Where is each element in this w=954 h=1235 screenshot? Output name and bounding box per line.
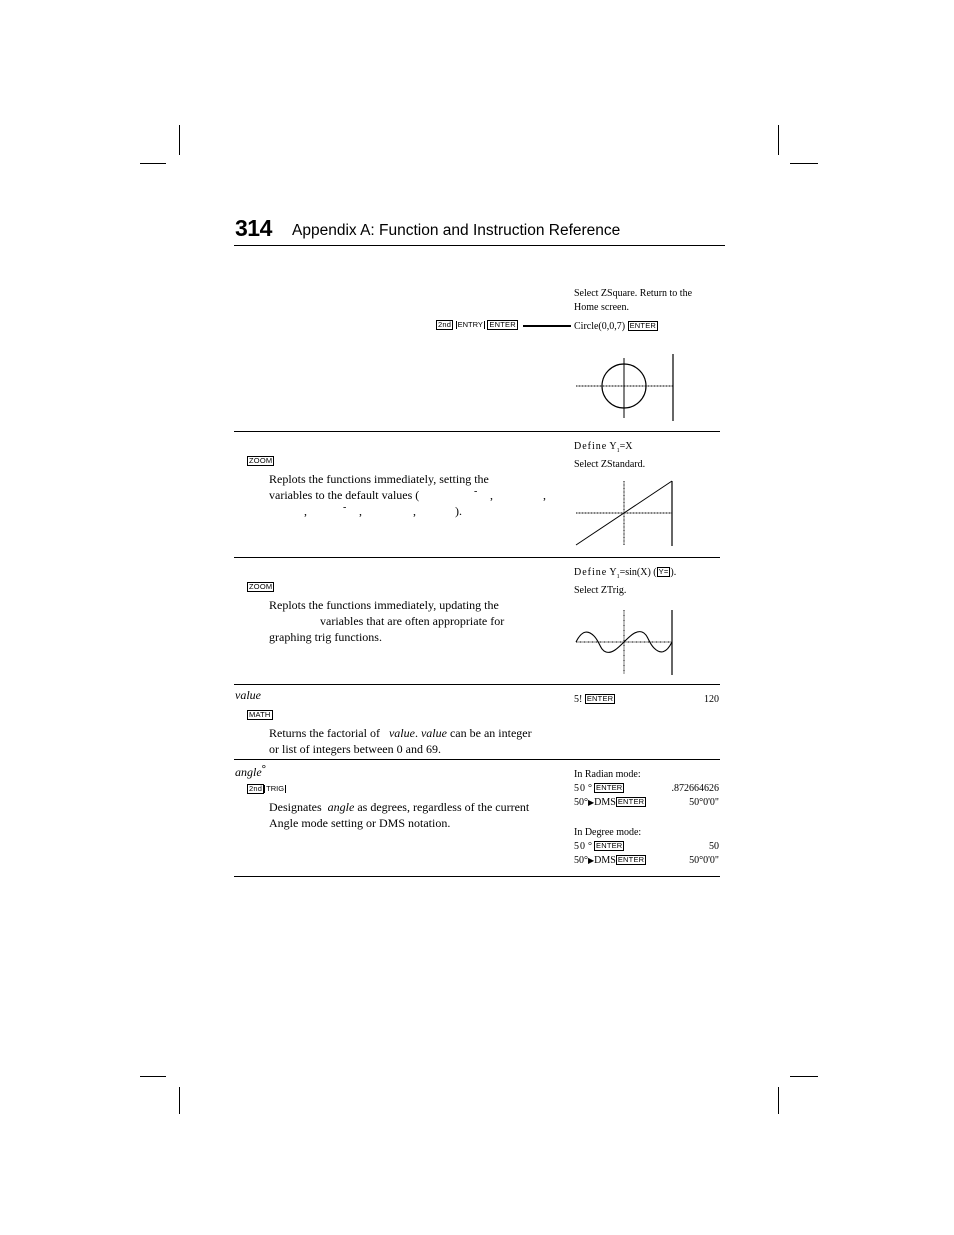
page-number: 314 xyxy=(235,215,272,241)
entry-divider xyxy=(234,684,720,685)
radian-row2: 50°▶DMS ENTER xyxy=(574,797,645,808)
zstandard-graph xyxy=(576,481,676,547)
degree-row1: 50 ° ENTER xyxy=(574,841,623,852)
arrow-icon: ▶ xyxy=(588,798,595,807)
degree-row1-result: 50 xyxy=(709,841,719,852)
ztrig-key xyxy=(247,581,274,595)
key-enter: ENTER xyxy=(596,783,623,792)
zstandard-desc-line1: Replots the functions immediately, setting the xyxy=(269,472,489,486)
key-entry: ENTRY xyxy=(457,320,483,329)
ztrig-graph xyxy=(576,610,676,676)
factorial-syntax: value xyxy=(235,688,261,702)
zstandard-desc xyxy=(269,471,559,519)
radian-row2-result: 50°0'0" xyxy=(689,797,719,808)
zstandard-desc-line2: variables to the default values ( - , , xyxy=(269,486,546,502)
crop-mark xyxy=(179,1087,180,1114)
degree-syntax: angle° xyxy=(235,763,267,779)
page-title: Appendix A: Function and Instruction Reference xyxy=(292,222,621,239)
key-enter: ENTER xyxy=(629,321,657,330)
key-math: MATH xyxy=(249,710,271,719)
circle-note-line1: Select ZSquare. Return to the xyxy=(574,288,693,299)
factorial-desc-line1: Returns the factorial of value. value can be an integer xyxy=(269,726,532,740)
key-enter: ENTER xyxy=(617,855,645,864)
arrow-icon: ▶ xyxy=(588,856,595,865)
key-enter: ENTER xyxy=(586,694,614,703)
circle-graph xyxy=(576,354,676,422)
zstandard-example-line2: Select ZStandard. xyxy=(574,459,646,470)
ztrig-desc xyxy=(269,597,504,645)
key-enter: ENTER xyxy=(489,320,516,329)
factorial-result: 120 xyxy=(704,694,719,705)
entry-divider xyxy=(234,759,720,760)
crop-mark xyxy=(778,1087,779,1114)
zstandard-desc-line3: , - , , ). xyxy=(304,502,462,518)
leader-line xyxy=(523,325,571,327)
degree-heading: In Degree mode: xyxy=(574,827,642,838)
entry-divider xyxy=(234,431,720,432)
crop-mark xyxy=(778,125,779,155)
circle-keys xyxy=(436,319,518,333)
key-trig: TRIG xyxy=(266,784,285,793)
degree-desc xyxy=(269,799,529,831)
key-2nd: 2nd xyxy=(438,320,452,329)
ztrig-example xyxy=(574,566,676,598)
key-y-equals: Y= xyxy=(658,567,669,576)
circle-note-line2: Home screen. xyxy=(574,302,629,313)
factorial-example: 5! ENTER xyxy=(574,694,614,705)
key-2nd: 2nd xyxy=(249,784,263,793)
crop-mark xyxy=(140,1076,166,1077)
entry-divider xyxy=(234,876,720,877)
ztrig-desc-line1: Replots the functions immediately, updating the xyxy=(269,598,499,612)
radian-row1-result: .872664626 xyxy=(671,783,719,794)
degree-row2-result: 50°0'0" xyxy=(689,855,719,866)
header-rule xyxy=(234,245,725,246)
degree-desc-line2: Angle mode setting or DMS notation. xyxy=(269,816,451,830)
key-enter: ENTER xyxy=(596,841,623,850)
degree-desc-line1: Designates angle as degrees, regardless of the current xyxy=(269,800,530,814)
zstandard-example-line1: Define $Y_1=X$ xyxy=(574,441,633,454)
ztrig-example-line2: Select ZTrig. xyxy=(574,585,627,596)
circle-example-text: Circle(0,0,7) xyxy=(574,321,626,332)
crop-mark xyxy=(790,163,818,164)
crop-mark xyxy=(790,1076,818,1077)
circle-example xyxy=(574,320,658,334)
ztrig-desc-line2: variables that are often appropriate for xyxy=(320,614,505,628)
ztrig-example-line1: Define $Y_1=\sin(X)$ ( Y= ). xyxy=(574,567,677,580)
key-zoom: ZOOM xyxy=(249,582,273,591)
factorial-key xyxy=(247,709,273,723)
factorial-desc xyxy=(269,725,532,757)
zstandard-example xyxy=(574,440,645,472)
degree-row2: 50°▶DMS ENTER xyxy=(574,855,645,866)
entry-divider xyxy=(234,557,720,558)
crop-mark xyxy=(179,125,180,155)
zstandard-key xyxy=(247,455,274,469)
degree-keys xyxy=(247,783,286,797)
ztrig-desc-line3: graphing trig functions. xyxy=(269,630,382,644)
radian-heading: In Radian mode: xyxy=(574,769,641,780)
key-zoom: ZOOM xyxy=(249,456,273,465)
radian-row1: 50 ° ENTER xyxy=(574,783,623,794)
factorial-desc-line2: or list of integers between 0 and 69. xyxy=(269,742,441,756)
key-enter: ENTER xyxy=(617,797,645,806)
crop-mark xyxy=(140,163,166,164)
circle-note xyxy=(574,287,692,315)
